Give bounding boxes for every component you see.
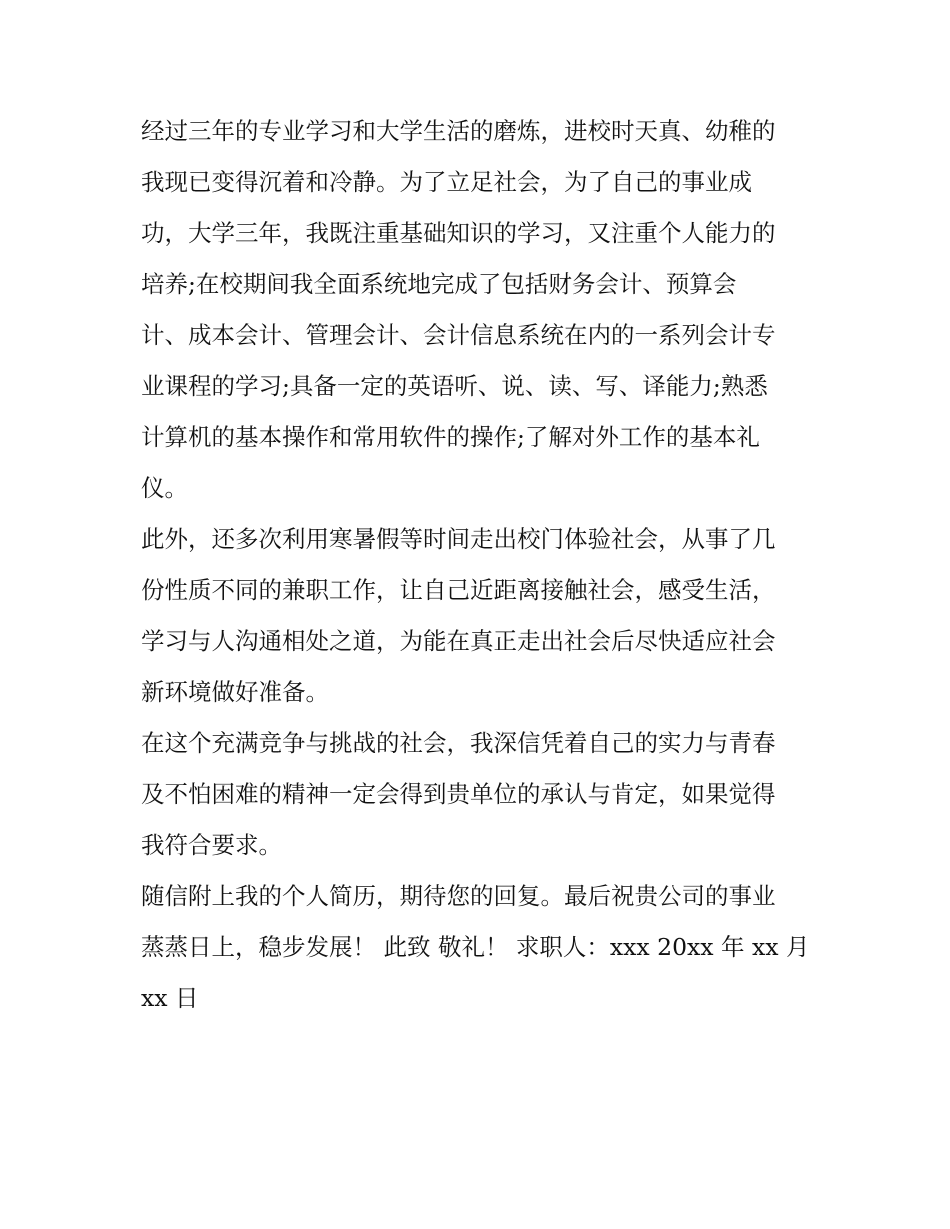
text-line: 新环境做好准备。: [141, 678, 329, 706]
text-line: 业课程的学习;具备一定的英语听、说、读、写、译能力;熟悉: [141, 372, 768, 400]
text-line: 随信附上我的个人简历，期待您的回复。最后祝贵公司的事业: [141, 882, 776, 910]
text-line: 我现已变得沉着和冷静。为了立足社会，为了自己的事业成: [141, 168, 752, 196]
text-line: 功，大学三年，我既注重基础知识的学习，又注重个人能力的: [141, 219, 776, 247]
text-line: xx 日: [141, 984, 199, 1012]
text-line: 及不怕困难的精神一定会得到贵单位的承认与肯定，如果觉得: [141, 780, 776, 808]
text-line: 此外，还多次利用寒暑假等时间走出校门体验社会，从事了几: [141, 525, 776, 553]
text-line: 在这个充满竞争与挑战的社会，我深信凭着自己的实力与青春: [141, 729, 776, 757]
text-line: 蒸蒸日上，稳步发展！ 此致 敬礼！ 求职人：xxx 20xx 年 xx 月: [141, 933, 810, 961]
text-line: 仪。: [141, 474, 188, 502]
text-line: 学习与人沟通相处之道，为能在真正走出社会后尽快适应社会: [141, 627, 776, 655]
text-line: 我符合要求。: [141, 831, 282, 859]
text-line: 计算机的基本操作和常用软件的操作;了解对外工作的基本礼: [141, 423, 760, 451]
text-line: 经过三年的专业学习和大学生活的磨炼，进校时天真、幼稚的: [141, 117, 776, 145]
letter-body: [141, 106, 817, 1024]
text-line: 份性质不同的兼职工作，让自己近距离接触社会，感受生活，: [141, 576, 776, 604]
text-line: 计、成本会计、管理会计、会计信息系统在内的一系列会计专: [141, 321, 776, 349]
text-line: 培养;在校期间我全面系统地完成了包括财务会计、预算会: [141, 270, 737, 298]
